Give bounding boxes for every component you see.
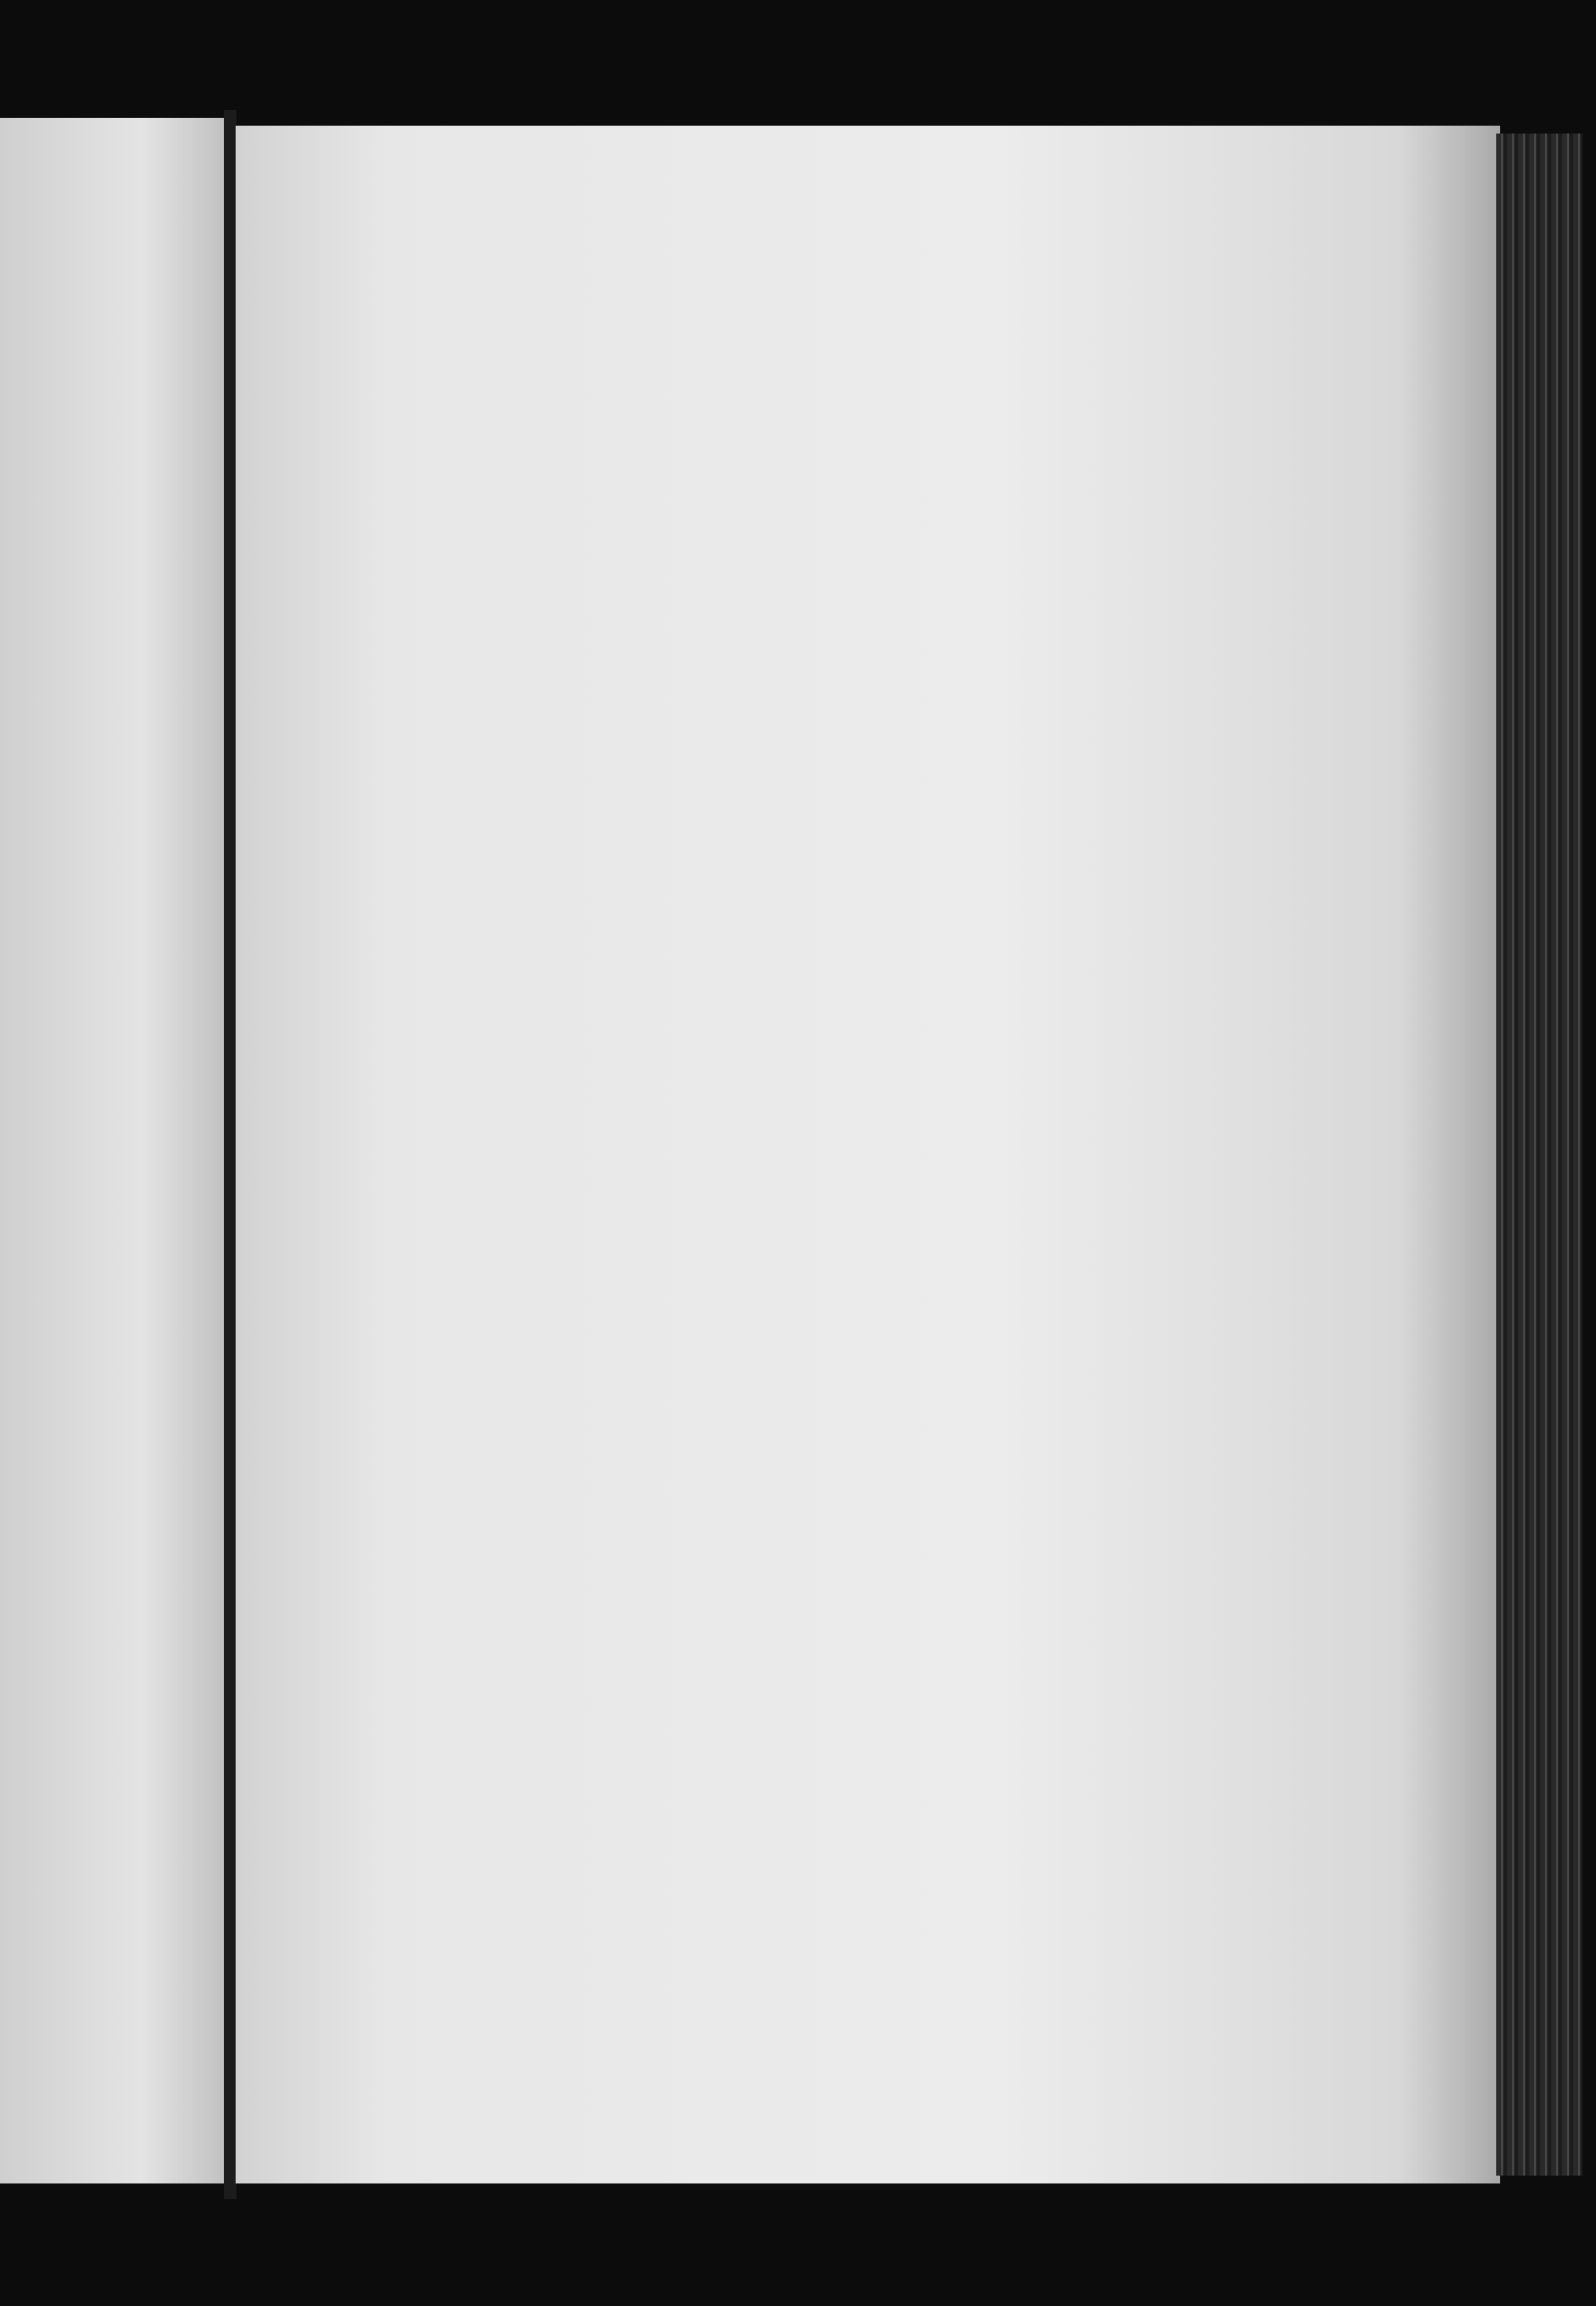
left-page-fragment-table xyxy=(24,424,86,1995)
book-edge xyxy=(1496,134,1583,2176)
score-table xyxy=(346,377,1296,2011)
book-gutter xyxy=(224,110,236,2199)
